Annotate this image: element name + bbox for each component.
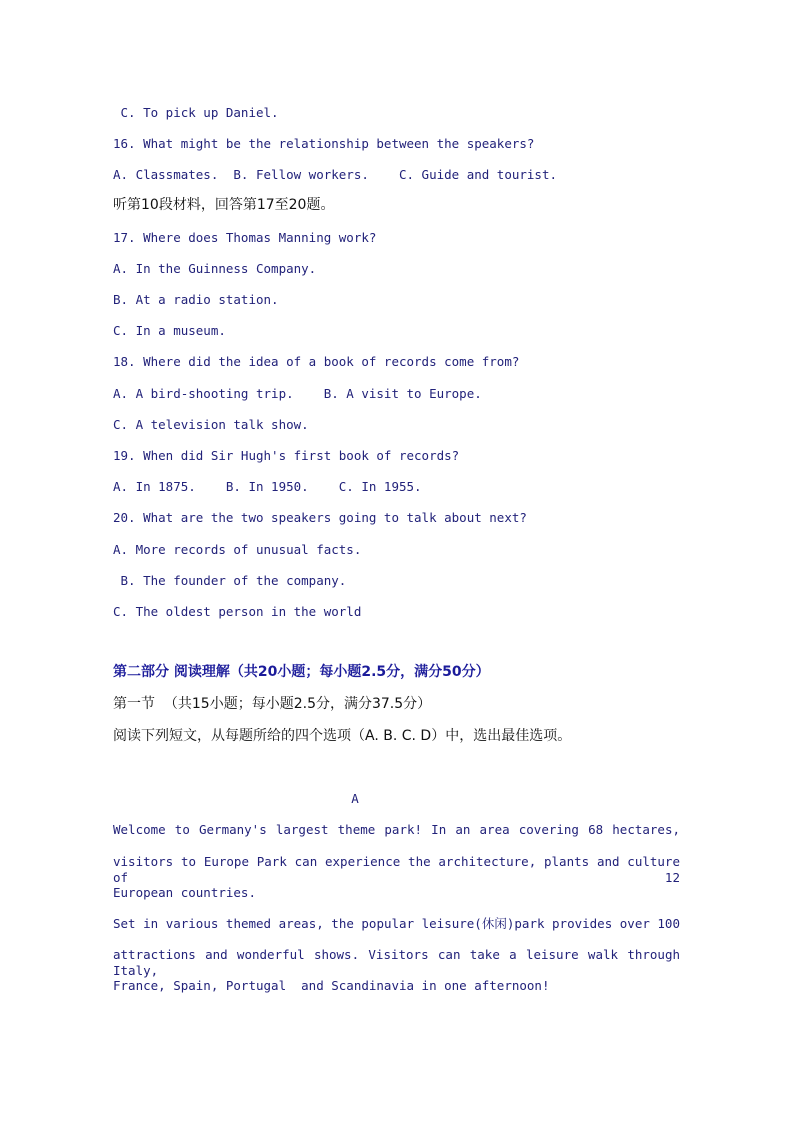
passage-p2-line3: France, Spain, Portugal and Scandinavia in one afternoon! <box>113 978 550 993</box>
q19-options: A. In 1875. B. In 1950. C. In 1955. <box>113 479 422 494</box>
q17-option-c: C. In a museum. <box>113 323 226 338</box>
q18-options-ab: A. A bird-shooting trip. B. A visit to Europe. <box>113 386 482 401</box>
passage-label: A <box>351 791 359 806</box>
q17-option-a: A. In the Guinness Company. <box>113 261 317 276</box>
passage-p2-line1: Set in various themed areas, the popular leisure(休闲)park provides over 100 <box>113 916 680 931</box>
q20-question: 20. What are the two speakers going to talk about next? <box>113 510 527 525</box>
passage-p1-line1: Welcome to Germany's largest theme park! In an area covering 68 hectares, <box>113 822 680 837</box>
q20-option-c: C. The oldest person in the world <box>113 604 362 619</box>
q16-question: 16. What might be the relationship between the speakers? <box>113 136 535 151</box>
q17-question: 17. Where does Thomas Manning work? <box>113 230 377 245</box>
passage-p1-line3: European countries. <box>113 885 256 900</box>
q18-question: 18. Where did the idea of a book of records come from? <box>113 354 520 369</box>
q19-question: 19. When did Sir Hugh's first book of records? <box>113 448 460 463</box>
passage-p1-line2: visitors to Europe Park can experience the architecture, plants and culture of 12 <box>113 854 680 885</box>
part-title: 第二部分 阅读理解（共20小题；每小题2.5分，满分50分） <box>113 664 490 680</box>
instructions: 阅读下列短文，从每题所给的四个选项（A. B. C. D）中，选出最佳选项。 <box>113 728 572 744</box>
q15-option-c: C. To pick up Daniel. <box>113 105 279 120</box>
section-title: 第一节 （共15小题；每小题2.5分，满分37.5分） <box>113 696 432 712</box>
q20-option-b: B. The founder of the company. <box>113 573 347 588</box>
q17-option-b: B. At a radio station. <box>113 292 279 307</box>
q20-option-a: A. More records of unusual facts. <box>113 542 362 557</box>
q16-options: A. Classmates. B. Fellow workers. C. Guide and tourist. <box>113 167 558 182</box>
section10-intro: 听第10段材料，回答第17至20题。 <box>113 197 335 213</box>
passage-p2-line2: attractions and wonderful shows. Visitors can take a leisure walk through Italy, <box>113 947 680 978</box>
q18-option-c: C. A television talk show. <box>113 417 309 432</box>
